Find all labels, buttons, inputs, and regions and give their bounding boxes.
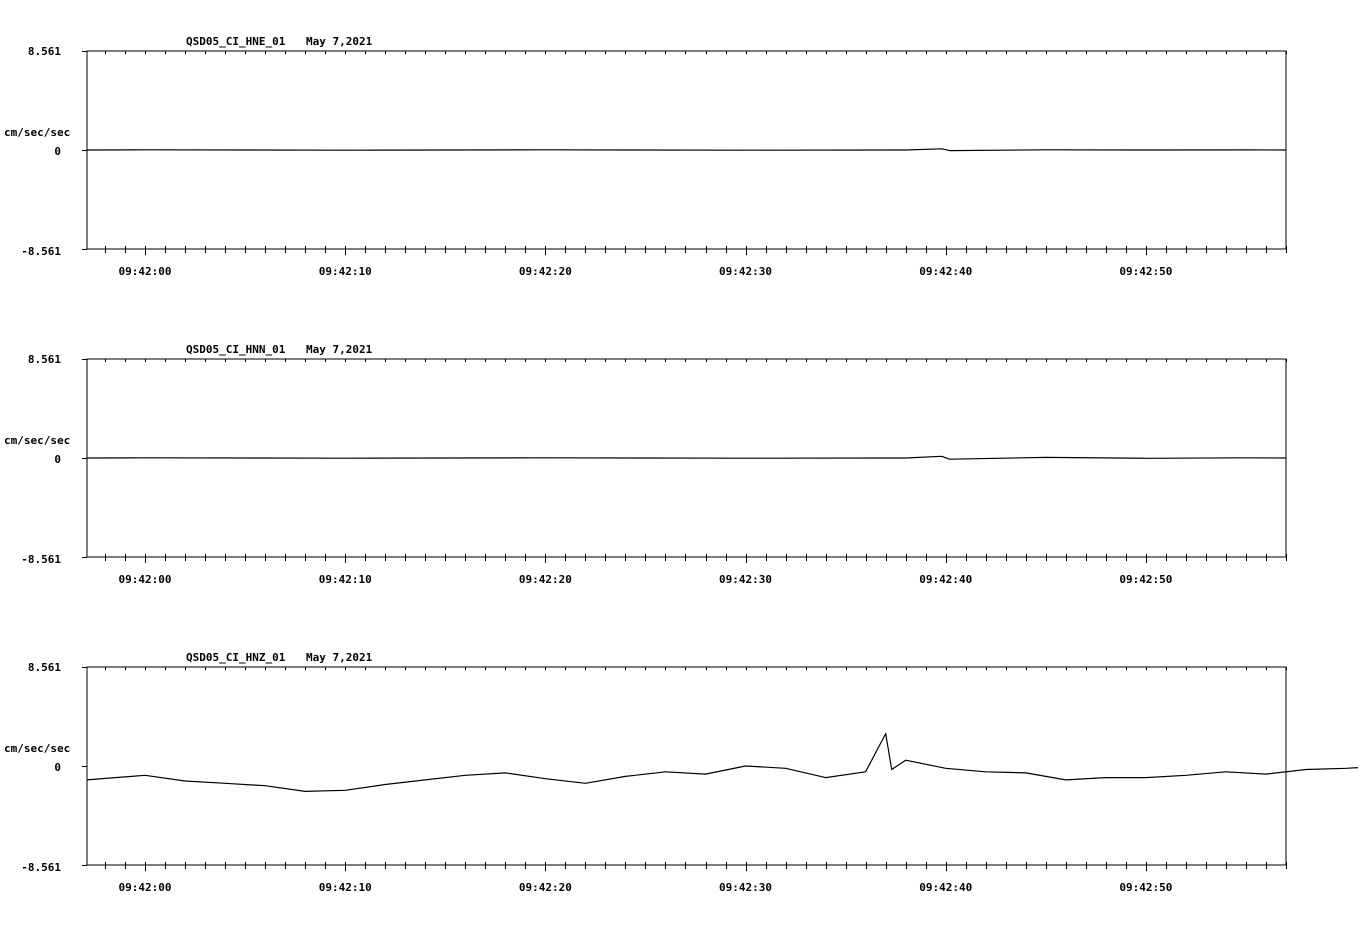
time-tick-label-hnn: 09:42:00 bbox=[118, 573, 172, 586]
time-tick-label-hnz: 09:42:40 bbox=[919, 881, 973, 894]
y-min-label-hnz: -8.561 bbox=[21, 861, 61, 874]
y-max-label-hnn: 8.561 bbox=[27, 353, 61, 366]
y-min-label-hne: -8.561 bbox=[21, 245, 61, 258]
time-tick-label-hnz: 09:42:10 bbox=[318, 881, 372, 894]
time-tick-label-hnn: 09:42:10 bbox=[318, 573, 372, 586]
time-tick-label-hne: 09:42:20 bbox=[518, 265, 572, 278]
y-axis-unit-hnz: cm/sec/sec bbox=[4, 742, 71, 755]
time-tick-label-hnn: 09:42:30 bbox=[719, 573, 773, 586]
y-zero-label-hnn: 0 bbox=[54, 453, 61, 466]
y-zero-label-hnz: 0 bbox=[54, 761, 61, 774]
time-tick-label-hnn: 09:42:20 bbox=[518, 573, 572, 586]
time-tick-label-hne: 09:42:40 bbox=[919, 265, 973, 278]
panel-date-hnn: May 7,2021 bbox=[306, 343, 373, 356]
time-tick-label-hnz: 09:42:50 bbox=[1119, 881, 1173, 894]
time-tick-label-hne: 09:42:50 bbox=[1119, 265, 1173, 278]
time-tick-label-hnn: 09:42:50 bbox=[1119, 573, 1173, 586]
y-max-label-hne: 8.561 bbox=[27, 45, 61, 58]
time-tick-label-hnn: 09:42:40 bbox=[919, 573, 973, 586]
panel-title-hnz: QSD05_CI_HNZ_01 bbox=[186, 651, 286, 664]
time-tick-label-hnz: 09:42:20 bbox=[518, 881, 572, 894]
panel-title-hne: QSD05_CI_HNE_01 bbox=[186, 35, 286, 48]
time-tick-label-hne: 09:42:00 bbox=[118, 265, 172, 278]
panel-date-hnz: May 7,2021 bbox=[306, 651, 373, 664]
y-axis-unit-hne: cm/sec/sec bbox=[4, 126, 71, 139]
time-tick-label-hnz: 09:42:30 bbox=[719, 881, 773, 894]
y-zero-label-hne: 0 bbox=[54, 145, 61, 158]
panel-date-hne: May 7,2021 bbox=[306, 35, 373, 48]
time-tick-label-hnz: 09:42:00 bbox=[118, 881, 172, 894]
y-max-label-hnz: 8.561 bbox=[27, 661, 61, 674]
time-tick-label-hne: 09:42:30 bbox=[719, 265, 773, 278]
y-axis-unit-hnn: cm/sec/sec bbox=[4, 434, 71, 447]
panel-title-hnn: QSD05_CI_HNN_01 bbox=[186, 343, 286, 356]
time-tick-label-hne: 09:42:10 bbox=[318, 265, 372, 278]
y-min-label-hnn: -8.561 bbox=[21, 553, 61, 566]
